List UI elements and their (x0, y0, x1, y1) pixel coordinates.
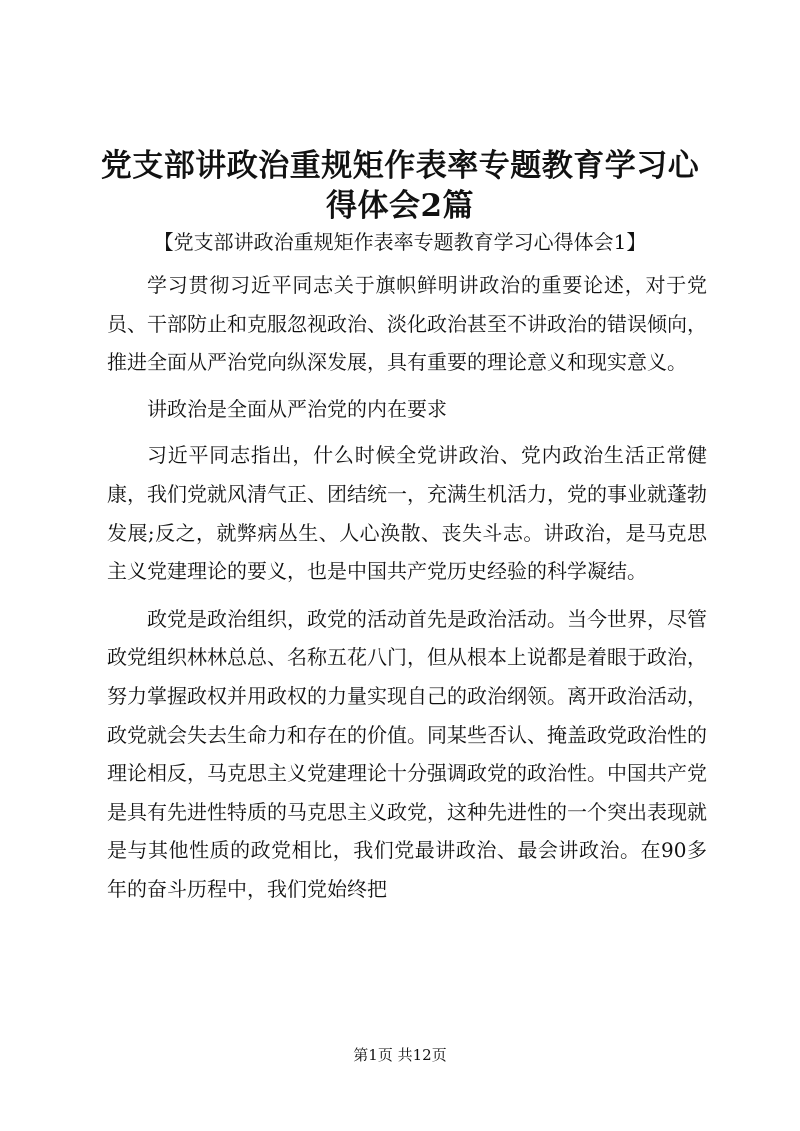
section-subtitle: 【党支部讲政治重规矩作表率专题教育学习心得体会1】 (153, 230, 647, 254)
document-body (107, 266, 707, 909)
paragraph: 学习贯彻习近平同志关于旗帜鲜明讲政治的重要论述，对于党员、干部防止和克服忽视政治、淡化政治甚至不讲政治的错误倾向，推进全面从严治党向纵深发展，具有重要的理论意义和现实意义。 (107, 273, 707, 375)
page-footer: 第1页 共12页 (353, 1046, 447, 1064)
paragraph: 习近平同志指出，什么时候全党讲政治、党内政治生活正常健康，我们党就风清气正、团结统一，充满生机活力，党的事业就蓬勃发展;反之，就弊病丛生、人心涣散、丧失斗志。讲政治，是马克思主义党建理论的要义，也是中国共产党历史经验的科学凝结。 (107, 443, 707, 584)
section-heading: 讲政治是全面从严治党的内在要求 (147, 396, 447, 421)
paragraph: 政党是政治组织，政党的活动首先是政治活动。当今世界，尽管政党组织林林总总、名称五花八门，但从根本上说都是着眼于政治，努力掌握政权并用政权的力量实现自己的政治纲领。离开政治活动，政党就会失去生命力和存在的价值。同某些否认、掩盖政党政治性的理论相反，马克思主义党建理论十分强调政党的政治性。中国共产党是具有先进性特质的马克思主义政党，这种先进性的一个突出表现就是与其他性质的政党相比，我们党最讲政治、最会讲政治。在90多年的奋斗历程中，我们党始终把 (107, 606, 707, 901)
document-title: 党支部讲政治重规矩作表率专题教育学习心得体会2篇 (100, 148, 700, 224)
